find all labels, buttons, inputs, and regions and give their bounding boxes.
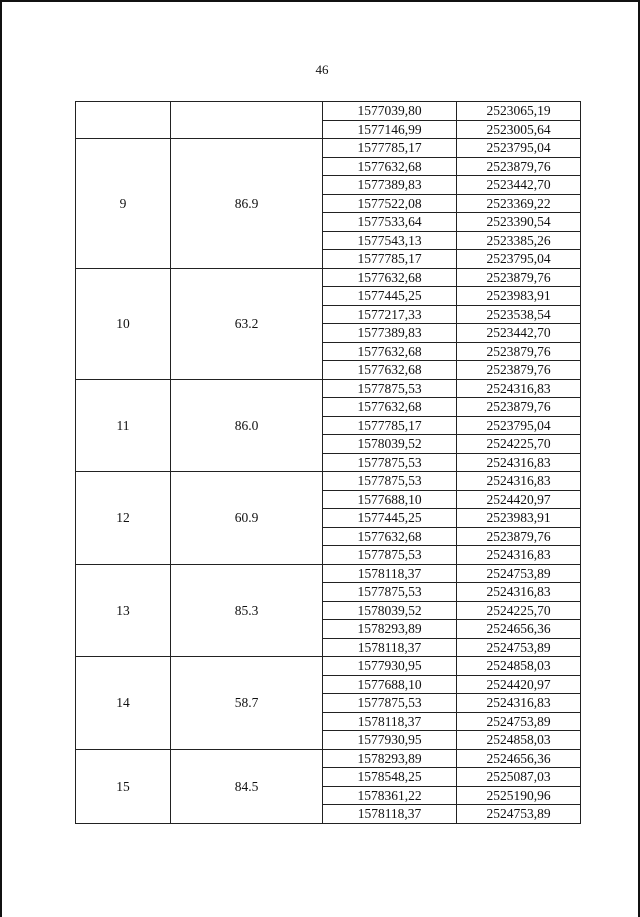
x-coordinate-cell: 1577039,80 [323,102,457,121]
x-coordinate-cell: 1578548,25 [323,768,457,787]
x-coordinate-cell: 1578118,37 [323,564,457,583]
y-coordinate-cell: 2524753,89 [457,805,581,824]
y-coordinate-cell: 2524858,03 [457,657,581,676]
parcel-number-cell: 9 [76,139,171,269]
x-coordinate-cell: 1577445,25 [323,509,457,528]
x-coordinate-cell: 1577632,68 [323,361,457,380]
y-coordinate-cell: 2523390,54 [457,213,581,232]
x-coordinate-cell: 1577875,53 [323,379,457,398]
y-coordinate-cell: 2523795,04 [457,416,581,435]
x-coordinate-cell: 1577543,13 [323,231,457,250]
y-coordinate-cell: 2523065,19 [457,102,581,121]
parcel-area-cell: 86.0 [171,379,323,472]
y-coordinate-cell: 2524753,89 [457,712,581,731]
y-coordinate-cell: 2523442,70 [457,176,581,195]
y-coordinate-cell: 2524753,89 [457,638,581,657]
x-coordinate-cell: 1577930,95 [323,657,457,676]
table-row [76,472,581,491]
y-coordinate-cell: 2523369,22 [457,194,581,213]
x-coordinate-cell: 1578293,89 [323,749,457,768]
x-coordinate-cell: 1578293,89 [323,620,457,639]
parcel-number-cell: 10 [76,268,171,379]
y-coordinate-cell: 2523879,76 [457,268,581,287]
y-coordinate-cell: 2523983,91 [457,287,581,306]
x-coordinate-cell: 1577632,68 [323,268,457,287]
x-coordinate-cell: 1577445,25 [323,287,457,306]
parcel-area-cell: 85.3 [171,564,323,657]
x-coordinate-cell: 1577875,53 [323,453,457,472]
y-coordinate-cell: 2524316,83 [457,453,581,472]
y-coordinate-cell: 2524420,97 [457,675,581,694]
x-coordinate-cell: 1577533,64 [323,213,457,232]
table-row [76,657,581,676]
coordinates-table [75,101,581,824]
parcel-area-cell: 84.5 [171,749,323,823]
y-coordinate-cell: 2523879,76 [457,361,581,380]
x-coordinate-cell: 1577785,17 [323,250,457,269]
y-coordinate-cell: 2524316,83 [457,379,581,398]
y-coordinate-cell: 2523879,76 [457,157,581,176]
parcel-number-cell [76,102,171,139]
y-coordinate-cell: 2523879,76 [457,398,581,417]
y-coordinate-cell: 2524420,97 [457,490,581,509]
page-number: 46 [315,62,329,77]
x-coordinate-cell: 1577389,83 [323,324,457,343]
x-coordinate-cell: 1577785,17 [323,416,457,435]
x-coordinate-cell: 1577632,68 [323,157,457,176]
y-coordinate-cell: 2525087,03 [457,768,581,787]
parcel-number-cell: 15 [76,749,171,823]
x-coordinate-cell: 1577930,95 [323,731,457,750]
y-coordinate-cell: 2523879,76 [457,342,581,361]
table-row [76,379,581,398]
x-coordinate-cell: 1577785,17 [323,139,457,158]
parcel-number-cell: 11 [76,379,171,472]
x-coordinate-cell: 1578039,52 [323,435,457,454]
y-coordinate-cell: 2523983,91 [457,509,581,528]
y-coordinate-cell: 2523795,04 [457,250,581,269]
x-coordinate-cell: 1577875,53 [323,694,457,713]
parcel-number-cell: 12 [76,472,171,565]
parcel-area-cell: 60.9 [171,472,323,565]
y-coordinate-cell: 2524316,83 [457,583,581,602]
table-row [76,564,581,583]
parcel-area-cell: 86.9 [171,139,323,269]
x-coordinate-cell: 1577875,53 [323,472,457,491]
y-coordinate-cell: 2523795,04 [457,139,581,158]
coordinates-table-body [76,102,581,824]
x-coordinate-cell: 1577389,83 [323,176,457,195]
x-coordinate-cell: 1577875,53 [323,546,457,565]
y-coordinate-cell: 2524225,70 [457,435,581,454]
x-coordinate-cell: 1577875,53 [323,583,457,602]
y-coordinate-cell: 2524316,83 [457,472,581,491]
y-coordinate-cell: 2523538,54 [457,305,581,324]
x-coordinate-cell: 1578118,37 [323,638,457,657]
parcel-number-cell: 14 [76,657,171,750]
y-coordinate-cell: 2524316,83 [457,694,581,713]
y-coordinate-cell: 2524316,83 [457,546,581,565]
x-coordinate-cell: 1578039,52 [323,601,457,620]
x-coordinate-cell: 1577688,10 [323,490,457,509]
x-coordinate-cell: 1577522,08 [323,194,457,213]
y-coordinate-cell: 2524656,36 [457,620,581,639]
x-coordinate-cell: 1577146,99 [323,120,457,139]
x-coordinate-cell: 1577632,68 [323,398,457,417]
y-coordinate-cell: 2524656,36 [457,749,581,768]
table-row [76,749,581,768]
x-coordinate-cell: 1578118,37 [323,712,457,731]
y-coordinate-cell: 2524753,89 [457,564,581,583]
table-row [76,139,581,158]
parcel-area-cell: 63.2 [171,268,323,379]
x-coordinate-cell: 1578361,22 [323,786,457,805]
y-coordinate-cell: 2523005,64 [457,120,581,139]
y-coordinate-cell: 2523385,26 [457,231,581,250]
x-coordinate-cell: 1577217,33 [323,305,457,324]
x-coordinate-cell: 1577632,68 [323,342,457,361]
parcel-area-cell: 58.7 [171,657,323,750]
x-coordinate-cell: 1578118,37 [323,805,457,824]
y-coordinate-cell: 2525190,96 [457,786,581,805]
x-coordinate-cell: 1577632,68 [323,527,457,546]
y-coordinate-cell: 2524858,03 [457,731,581,750]
parcel-number-cell: 13 [76,564,171,657]
parcel-area-cell [171,102,323,139]
table-row [76,268,581,287]
x-coordinate-cell: 1577688,10 [323,675,457,694]
y-coordinate-cell: 2523442,70 [457,324,581,343]
y-coordinate-cell: 2524225,70 [457,601,581,620]
y-coordinate-cell: 2523879,76 [457,527,581,546]
table-row [76,102,581,121]
